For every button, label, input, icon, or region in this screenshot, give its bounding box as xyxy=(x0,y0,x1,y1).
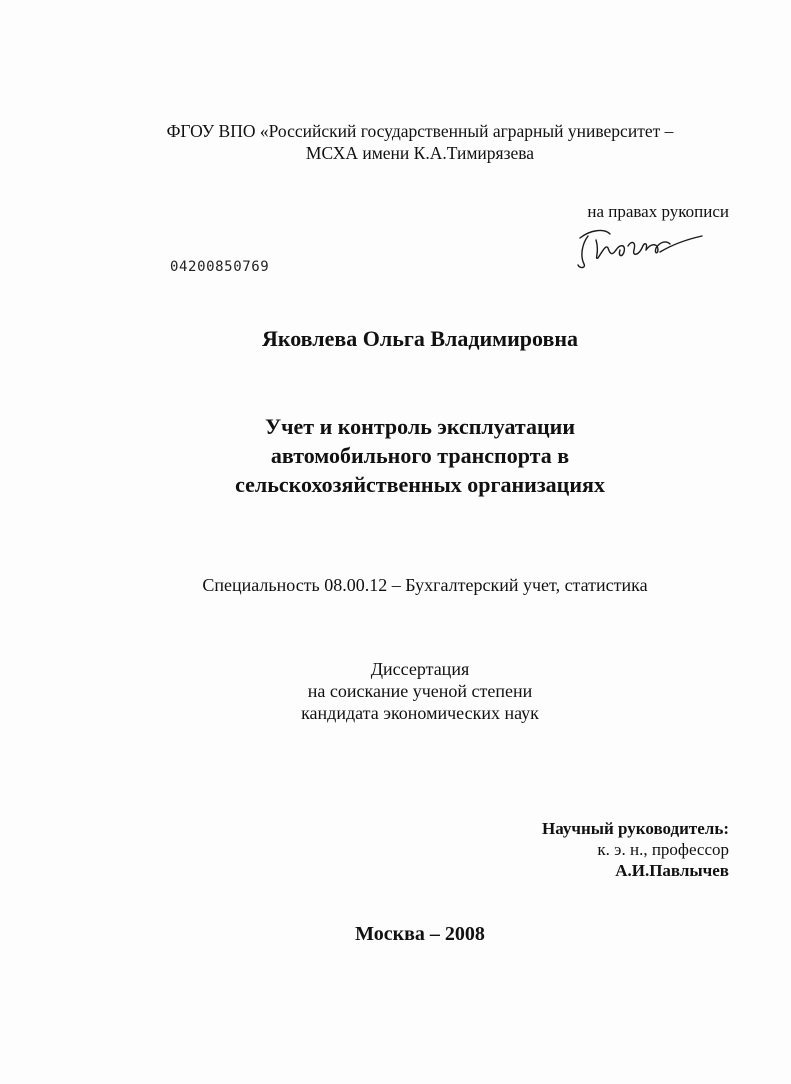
advisor-name: А.И.Павлычев xyxy=(615,861,729,880)
city-year: Москва – 2008 xyxy=(355,923,485,945)
dissertation-type xyxy=(100,658,740,724)
title-line-3: сельскохозяйственных организациях xyxy=(235,472,605,497)
handwritten-signature-icon xyxy=(574,222,709,272)
author-name: Яковлева Ольга Владимировна xyxy=(261,326,579,351)
specialty: Специальность 08.00.12 – Бухгалтерский учет, статистика xyxy=(202,575,648,595)
title-line-2: автомобильного транспорта в xyxy=(270,443,570,468)
dissertation-line-1: Диссертация xyxy=(370,659,470,679)
dissertation-title xyxy=(100,412,740,499)
advisor-block xyxy=(542,818,729,881)
rights-note: на правах рукописи xyxy=(587,202,729,221)
institution-line-2: МСХА имени К.А.Тимирязева xyxy=(305,143,535,163)
institution-block xyxy=(100,120,740,164)
dissertation-line-2: на соискание ученой степени xyxy=(307,681,533,701)
advisor-degree: к. э. н., профессор xyxy=(597,840,729,859)
catalog-code: 04200850769 xyxy=(170,259,270,275)
dissertation-line-3: кандидата экономических наук xyxy=(301,703,539,723)
advisor-heading: Научный руководитель: xyxy=(542,819,729,838)
title-line-1: Учет и контроль эксплуатации xyxy=(264,414,576,439)
institution-line-1: ФГОУ ВПО «Российский государственный аграрный университет – xyxy=(166,121,674,141)
